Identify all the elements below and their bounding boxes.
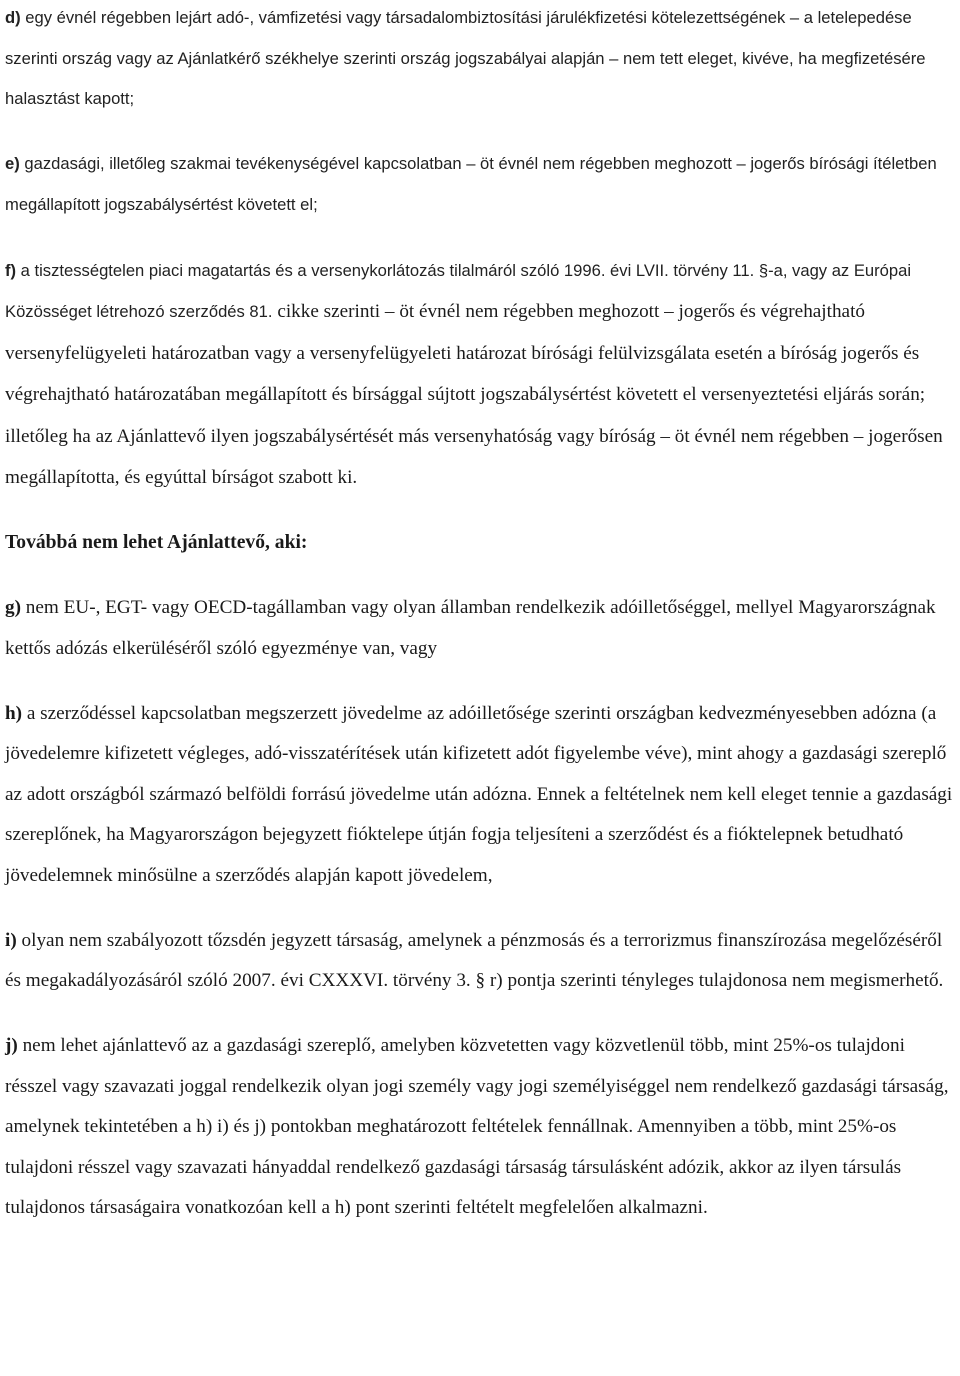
- spacer: [5, 499, 957, 524]
- paragraph-f: [5, 250, 957, 499]
- paragraph-j: [5, 1026, 957, 1229]
- paragraph-e: [5, 144, 957, 225]
- paragraph-f-text: a tisztességtelen piaci magatartás és a versenykorlátozás tilalmáról szóló 1996. évi LVII. törvény 11. §-a, vagy az Európai Közösséget létrehozó szerződés 81.: [5, 260, 912, 321]
- spacer: [5, 669, 957, 694]
- paragraph-g: [5, 588, 957, 669]
- document-page: [5, 0, 957, 1229]
- spacer: [5, 1002, 957, 1027]
- item-marker-j: j): [5, 1035, 18, 1056]
- paragraph-h-text: a szerződéssel kapcsolatban megszerzett jövedelme az adóilletősége szerinti országban kedvezményesebben adózna (a jövedelemre kifizetett végleges, adó-visszatérítések után kifizetett adót figyelembe véve), mint ahogy a gazdasági szereplő az adott országból származó belföldi forrású jövedelme után adózna. Ennek a feltételnek nem kell eleget tennie a gazdasági szereplőnek, ha Magyarországon bejegyzett fióktelepe útján fogja teljesíteni a szerződést és a fióktelepnek betudható jövedelemnek minősülne a szerződés alapján kapott jövedelem,: [5, 702, 953, 886]
- paragraph-d-text: egy évnél régebben lejárt adó-, vámfizetési vagy társadalombiztosítási járulékfizetési kötelezettségének – a letelepedése szerinti ország vagy az Ajánlatkérő székhelye szerinti ország jogszabályai alapján – nem tett eleget, kivéve, ha megfizetésére halasztást kapott;: [5, 8, 926, 108]
- item-marker-d: d): [5, 8, 21, 27]
- item-marker-h: h): [5, 702, 23, 724]
- paragraph-f-text-continued: cikke szerinti – öt évnél nem régebben meghozott – jogerős és végrehajtható versenyfelügyeleti határozatban vagy a versenyfelügyeleti határozat bírósági felülvizsgálata esetén a bíróság jogerős és végrehajtható határozatában megállapított és bírsággal sújtott jogszabálysértést követett el versenyeztetési eljárás során; illetőleg ha az Ajánlattevő ilyen jogszabálysértését más versenyhatóság vagy bíróság – öt évnél nem régebben – jogerősen megállapította, és egyúttal bírságot szabott ki.: [5, 301, 943, 488]
- spacer: [5, 120, 957, 145]
- paragraph-j-text: nem lehet ajánlattevő az a gazdasági szereplő, amelyben közvetetten vagy közvetlenül több, mint 25%-os tulajdoni résszel vagy szavazati joggal rendelkezik olyan jogi személy vagy jogi személyiséggel nem rendelkező gazdasági társaság, amelynek tekintetében a h) i) és j) pontokban meghatározott feltételek fennállnak. Amennyiben a több, mint 25%-os tulajdoni résszel vagy szavazati hányaddal rendelkező gazdasági társaság társulásként adózik, akkor az ilyen társulás tulajdonos társaságaira vonatkozóan kell a h) pont szerinti feltételt megfelelően alkalmazni.: [5, 1035, 949, 1218]
- paragraph-i: [5, 921, 957, 1002]
- item-marker-i: i): [5, 929, 17, 951]
- paragraph-i-text: olyan nem szabályozott tőzsdén jegyzett társaság, amelynek a pénzmosás és a terrorizmus finanszírozása megelőzéséről és megakadályozásáról szóló 2007. évi CXXXVI. törvény 3. § r) pontja szerinti tényleges tulajdonosa nem megismerhető.: [5, 929, 944, 991]
- spacer: [5, 896, 957, 921]
- spacer: [5, 225, 957, 250]
- item-marker-e: e): [5, 154, 20, 173]
- item-marker-g: g): [5, 597, 21, 618]
- paragraph-h: [5, 694, 957, 897]
- paragraph-e-text: gazdasági, illetőleg szakmai tevékenységével kapcsolatban – öt évnél nem régebben meghozott – jogerős bírósági ítéletben megállapított jogszabálysértést követett el;: [5, 154, 937, 214]
- item-marker-f: f): [5, 260, 17, 280]
- section-heading: Továbbá nem lehet Ajánlattevő, aki:: [5, 532, 308, 553]
- paragraph-d: [5, 0, 957, 120]
- paragraph-g-text: nem EU-, EGT- vagy OECD-tagállamban vagy olyan államban rendelkezik adóilletőséggel, mellyel Magyarországnak kettős adózás elkerüléséről szóló egyezménye van, vagy: [5, 597, 936, 659]
- spacer: [5, 564, 957, 589]
